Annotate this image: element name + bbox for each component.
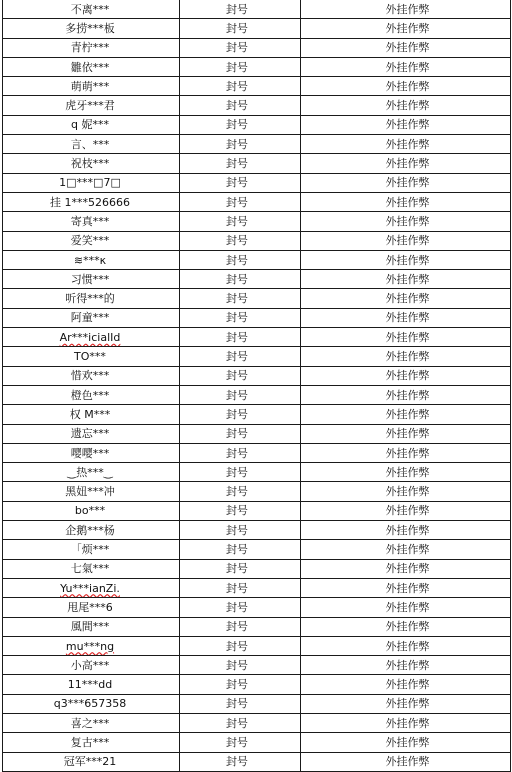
player-name-cell[interactable]: [3, 77, 180, 96]
reason-cell-text: 外挂作弊: [385, 195, 430, 209]
penalty-cell[interactable]: [180, 193, 301, 212]
reason-cell-text: 外挂作弊: [385, 253, 430, 267]
penalty-cell-text: 封号: [226, 99, 248, 113]
reason-cell-text: 外挂作弊: [385, 137, 430, 151]
penalty-cell[interactable]: [180, 733, 301, 752]
reason-cell-text: 外挂作弊: [385, 234, 430, 248]
reason-cell[interactable]: [301, 540, 511, 559]
reason-cell-text: 外挂作弊: [385, 543, 430, 557]
reason-cell[interactable]: [301, 405, 511, 424]
player-name-cell-text: 1□***□7□: [59, 176, 121, 190]
penalty-cell[interactable]: [180, 579, 301, 598]
penalty-cell-text: 封号: [226, 137, 248, 151]
reason-cell[interactable]: [301, 77, 511, 96]
penalty-cell-text: 封号: [226, 446, 248, 460]
reason-cell[interactable]: [301, 637, 511, 656]
penalty-cell[interactable]: [180, 19, 301, 38]
penalty-cell[interactable]: [180, 618, 301, 637]
reason-cell-text: 外挂作弊: [385, 755, 430, 769]
player-name-cell-text: 喜之***: [70, 716, 110, 730]
reason-cell[interactable]: [301, 270, 511, 289]
penalty-cell[interactable]: [180, 289, 301, 308]
penalty-cell[interactable]: [180, 212, 301, 231]
player-name-cell-text: 黑妞***冲: [65, 485, 115, 499]
penalty-cell-text: 封号: [226, 736, 248, 750]
penalty-cell[interactable]: [180, 232, 301, 251]
reason-cell-text: 外挂作弊: [385, 697, 430, 711]
player-name-cell[interactable]: [3, 116, 180, 135]
penalty-cell-text: 封号: [226, 639, 248, 653]
reason-cell-text: 外挂作弊: [385, 330, 430, 344]
reason-cell[interactable]: [301, 232, 511, 251]
player-name-cell-text: 爱笑***: [70, 234, 110, 248]
player-name-cell[interactable]: [3, 482, 180, 501]
penalty-cell[interactable]: [180, 598, 301, 617]
reason-cell[interactable]: [301, 733, 511, 752]
penalty-cell-text: 封号: [226, 41, 248, 55]
penalty-cell[interactable]: [180, 347, 301, 366]
player-name-cell-text: 青柠***: [70, 41, 110, 55]
penalty-cell[interactable]: [180, 270, 301, 289]
reason-cell[interactable]: [301, 154, 511, 173]
player-name-cell-text: 甩尾***6: [67, 600, 113, 614]
penalty-cell[interactable]: [180, 116, 301, 135]
penalty-cell[interactable]: [180, 77, 301, 96]
reason-cell[interactable]: [301, 58, 511, 77]
player-name-cell[interactable]: [3, 540, 180, 559]
penalty-cell[interactable]: [180, 521, 301, 540]
player-name-cell[interactable]: [3, 656, 180, 675]
reason-cell-text: 外挂作弊: [385, 523, 430, 537]
player-name-cell[interactable]: [3, 733, 180, 752]
reason-cell-text: 外挂作弊: [385, 350, 430, 364]
penalty-cell-text: 封号: [226, 407, 248, 421]
player-name-cell-text: 遗忘***: [70, 427, 110, 441]
reason-cell-text: 外挂作弊: [385, 388, 430, 402]
player-name-cell[interactable]: [3, 328, 180, 347]
reason-cell[interactable]: [301, 212, 511, 231]
player-name-cell[interactable]: [3, 154, 180, 173]
player-name-cell[interactable]: [3, 135, 180, 154]
player-name-cell-text: q3***657358: [53, 697, 127, 711]
penalty-cell[interactable]: [180, 39, 301, 58]
player-name-cell-text: 听得***的: [65, 292, 115, 306]
penalty-cell[interactable]: [180, 405, 301, 424]
player-name-cell-text: 阿童***: [70, 311, 110, 325]
player-name-cell[interactable]: [3, 193, 180, 212]
player-name-cell[interactable]: [3, 560, 180, 579]
player-name-cell[interactable]: [3, 251, 180, 270]
penalty-cell-text: 封号: [226, 350, 248, 364]
penalty-cell-text: 封号: [226, 214, 248, 228]
reason-cell[interactable]: [301, 675, 511, 694]
penalty-cell[interactable]: [180, 0, 301, 19]
player-name-cell-text: 祝枝***: [70, 157, 110, 171]
player-name-cell[interactable]: [3, 637, 180, 656]
reason-cell[interactable]: [301, 386, 511, 405]
player-name-cell[interactable]: [3, 444, 180, 463]
reason-cell[interactable]: [301, 174, 511, 193]
reason-cell-text: 外挂作弊: [385, 465, 430, 479]
reason-cell[interactable]: [301, 309, 511, 328]
penalty-cell[interactable]: [180, 463, 301, 482]
player-name-cell-text: TO***: [74, 350, 106, 364]
player-name-cell-text: 橙色***: [70, 388, 110, 402]
reason-cell[interactable]: [301, 444, 511, 463]
player-name-cell[interactable]: [3, 521, 180, 540]
player-name-cell-text: 复古***: [70, 736, 110, 750]
penalty-cell[interactable]: [180, 502, 301, 521]
reason-cell-text: 外挂作弊: [385, 292, 430, 306]
player-name-cell[interactable]: [3, 289, 180, 308]
player-name-cell[interactable]: [3, 309, 180, 328]
player-name-cell[interactable]: [3, 232, 180, 251]
player-name-cell-text: 习惯***: [70, 272, 110, 286]
reason-cell-text: 外挂作弊: [385, 620, 430, 634]
reason-cell-text: 外挂作弊: [385, 485, 430, 499]
player-name-cell-text: 小高***: [70, 658, 110, 672]
reason-cell[interactable]: [301, 579, 511, 598]
penalty-cell[interactable]: [180, 637, 301, 656]
player-name-cell-text: 七氣***: [70, 562, 110, 576]
penalty-cell-text: 封号: [226, 272, 248, 286]
penalty-cell-text: 封号: [226, 504, 248, 518]
reason-cell[interactable]: [301, 135, 511, 154]
player-name-cell[interactable]: [3, 347, 180, 366]
reason-cell-text: 外挂作弊: [385, 79, 430, 93]
reason-cell[interactable]: [301, 656, 511, 675]
penalty-cell-text: 封号: [226, 253, 248, 267]
player-name-cell-text: 11***dd: [67, 678, 113, 692]
reason-cell-text: 外挂作弊: [385, 157, 430, 171]
penalty-cell[interactable]: [180, 482, 301, 501]
player-name-cell[interactable]: [3, 463, 180, 482]
player-name-cell[interactable]: [3, 714, 180, 733]
player-name-cell[interactable]: [3, 675, 180, 694]
reason-cell[interactable]: [301, 482, 511, 501]
penalty-cell-text: 封号: [226, 581, 248, 595]
penalty-cell-text: 封号: [226, 697, 248, 711]
penalty-cell[interactable]: [180, 328, 301, 347]
player-name-cell[interactable]: [3, 386, 180, 405]
reason-cell[interactable]: [301, 96, 511, 115]
player-name-cell-text: 風間***: [70, 620, 110, 634]
reason-cell-text: 外挂作弊: [385, 369, 430, 383]
player-name-cell-text: bo***: [74, 504, 106, 518]
reason-cell-text: 外挂作弊: [385, 214, 430, 228]
player-name-cell[interactable]: [3, 270, 180, 289]
reason-cell[interactable]: [301, 193, 511, 212]
penalty-cell-text: 封号: [226, 485, 248, 499]
player-name-cell-text: Yu***ianZi.: [60, 581, 120, 595]
player-name-cell-text: 雛依***: [70, 60, 110, 74]
reason-cell[interactable]: [301, 116, 511, 135]
penalty-cell-text: 封号: [226, 755, 248, 769]
penalty-cell-text: 封号: [226, 60, 248, 74]
player-name-cell[interactable]: [3, 579, 180, 598]
reason-cell[interactable]: [301, 289, 511, 308]
penalty-cell[interactable]: [180, 540, 301, 559]
player-name-cell-text: mu***ng: [65, 639, 115, 653]
reason-cell-text: 外挂作弊: [385, 600, 430, 614]
penalty-cell-text: 封号: [226, 523, 248, 537]
penalty-cell-text: 封号: [226, 543, 248, 557]
reason-cell-text: 外挂作弊: [385, 716, 430, 730]
reason-cell-text: 外挂作弊: [385, 639, 430, 653]
player-name-cell-text: q 妮***: [71, 118, 109, 132]
reason-cell-text: 外挂作弊: [385, 41, 430, 55]
reason-cell-text: 外挂作弊: [385, 2, 430, 16]
ban-list-table: [2, 0, 510, 772]
penalty-cell[interactable]: [180, 96, 301, 115]
player-name-cell-text: 多捞***板: [65, 21, 115, 35]
penalty-cell-text: 封号: [226, 427, 248, 441]
penalty-cell[interactable]: [180, 309, 301, 328]
player-name-cell-text: 挂 1***526666: [50, 195, 130, 209]
penalty-cell[interactable]: [180, 753, 301, 772]
player-name-cell[interactable]: [3, 405, 180, 424]
penalty-cell[interactable]: [180, 675, 301, 694]
penalty-cell[interactable]: [180, 386, 301, 405]
penalty-cell-text: 封号: [226, 620, 248, 634]
penalty-cell[interactable]: [180, 367, 301, 386]
reason-cell[interactable]: [301, 39, 511, 58]
reason-cell[interactable]: [301, 714, 511, 733]
penalty-cell[interactable]: [180, 444, 301, 463]
player-name-cell-text: ≋***κ: [73, 253, 107, 267]
player-name-cell[interactable]: [3, 0, 180, 19]
reason-cell[interactable]: [301, 251, 511, 270]
penalty-cell[interactable]: [180, 560, 301, 579]
penalty-cell-text: 封号: [226, 388, 248, 402]
reason-cell-text: 外挂作弊: [385, 176, 430, 190]
player-name-cell[interactable]: [3, 39, 180, 58]
reason-cell[interactable]: [301, 19, 511, 38]
player-name-cell-text: 不离***: [70, 2, 110, 16]
reason-cell[interactable]: [301, 753, 511, 772]
reason-cell[interactable]: [301, 618, 511, 637]
penalty-cell-text: 封号: [226, 157, 248, 171]
player-name-cell[interactable]: [3, 212, 180, 231]
penalty-cell-text: 封号: [226, 292, 248, 306]
player-name-cell-text: 「烦***: [70, 543, 110, 557]
player-name-cell[interactable]: [3, 19, 180, 38]
reason-cell-text: 外挂作弊: [385, 562, 430, 576]
player-name-cell[interactable]: [3, 58, 180, 77]
reason-cell-text: 外挂作弊: [385, 118, 430, 132]
penalty-cell-text: 封号: [226, 79, 248, 93]
penalty-cell-text: 封号: [226, 2, 248, 16]
penalty-cell[interactable]: [180, 174, 301, 193]
reason-cell-text: 外挂作弊: [385, 272, 430, 286]
reason-cell[interactable]: [301, 347, 511, 366]
player-name-cell[interactable]: [3, 96, 180, 115]
reason-cell-text: 外挂作弊: [385, 658, 430, 672]
penalty-cell[interactable]: [180, 135, 301, 154]
player-name-cell[interactable]: [3, 753, 180, 772]
penalty-cell-text: 封号: [226, 369, 248, 383]
reason-cell[interactable]: [301, 598, 511, 617]
penalty-cell-text: 封号: [226, 465, 248, 479]
player-name-cell[interactable]: [3, 425, 180, 444]
reason-cell-text: 外挂作弊: [385, 311, 430, 325]
penalty-cell[interactable]: [180, 656, 301, 675]
penalty-cell-text: 封号: [226, 330, 248, 344]
player-name-cell[interactable]: [3, 367, 180, 386]
reason-cell-text: 外挂作弊: [385, 736, 430, 750]
penalty-cell[interactable]: [180, 58, 301, 77]
player-name-cell-text: 权 M***: [69, 407, 111, 421]
penalty-cell[interactable]: [180, 251, 301, 270]
player-name-cell-text: 寄真***: [70, 214, 110, 228]
penalty-cell-text: 封号: [226, 311, 248, 325]
penalty-cell-text: 封号: [226, 562, 248, 576]
penalty-cell[interactable]: [180, 425, 301, 444]
penalty-cell[interactable]: [180, 154, 301, 173]
reason-cell[interactable]: [301, 367, 511, 386]
reason-cell-text: 外挂作弊: [385, 678, 430, 692]
reason-cell[interactable]: [301, 502, 511, 521]
penalty-cell-text: 封号: [226, 678, 248, 692]
player-name-cell-text: ‿热***‿: [67, 465, 113, 479]
penalty-cell-text: 封号: [226, 234, 248, 248]
player-name-cell-text: 冠军***21: [63, 755, 117, 769]
reason-cell[interactable]: [301, 695, 511, 714]
reason-cell-text: 外挂作弊: [385, 407, 430, 421]
penalty-cell-text: 封号: [226, 118, 248, 132]
penalty-cell-text: 封号: [226, 195, 248, 209]
player-name-cell-text: 言、***: [70, 137, 110, 151]
player-name-cell[interactable]: [3, 618, 180, 637]
reason-cell[interactable]: [301, 521, 511, 540]
reason-cell[interactable]: [301, 0, 511, 19]
penalty-cell-text: 封号: [226, 176, 248, 190]
reason-cell-text: 外挂作弊: [385, 99, 430, 113]
penalty-cell-text: 封号: [226, 658, 248, 672]
reason-cell-text: 外挂作弊: [385, 446, 430, 460]
reason-cell[interactable]: [301, 560, 511, 579]
penalty-cell[interactable]: [180, 695, 301, 714]
player-name-cell[interactable]: [3, 174, 180, 193]
penalty-cell[interactable]: [180, 714, 301, 733]
reason-cell[interactable]: [301, 425, 511, 444]
reason-cell-text: 外挂作弊: [385, 427, 430, 441]
reason-cell-text: 外挂作弊: [385, 504, 430, 518]
reason-cell[interactable]: [301, 328, 511, 347]
player-name-cell[interactable]: [3, 502, 180, 521]
player-name-cell-text: Ar***icialId: [59, 330, 121, 344]
reason-cell-text: 外挂作弊: [385, 581, 430, 595]
player-name-cell[interactable]: [3, 695, 180, 714]
penalty-cell-text: 封号: [226, 600, 248, 614]
penalty-cell-text: 封号: [226, 716, 248, 730]
player-name-cell-text: 企鹅***杨: [65, 523, 115, 537]
player-name-cell-text: 嘤嘤***: [70, 446, 110, 460]
reason-cell-text: 外挂作弊: [385, 60, 430, 74]
reason-cell-text: 外挂作弊: [385, 21, 430, 35]
player-name-cell-text: 虎牙***君: [65, 99, 115, 113]
player-name-cell-text: 萌萌***: [70, 79, 110, 93]
player-name-cell-text: 惜欢***: [70, 369, 110, 383]
penalty-cell-text: 封号: [226, 21, 248, 35]
player-name-cell[interactable]: [3, 598, 180, 617]
reason-cell[interactable]: [301, 463, 511, 482]
